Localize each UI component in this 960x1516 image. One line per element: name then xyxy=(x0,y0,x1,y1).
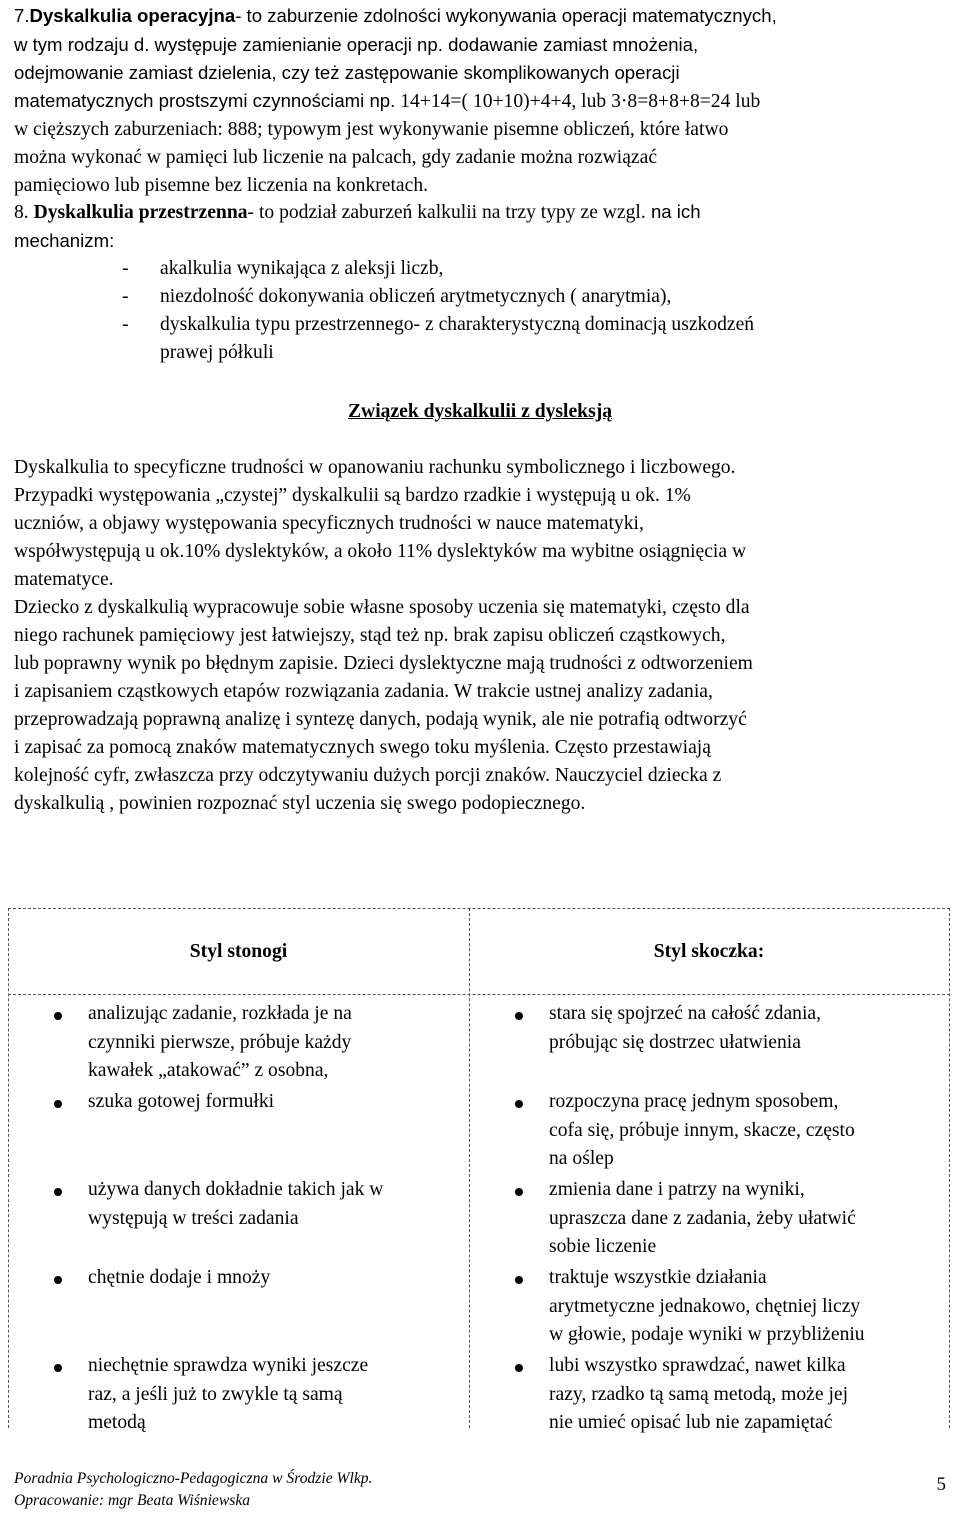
list-item xyxy=(14,283,946,311)
list-item-text: rozpoczyna pracę jednym sposobem, xyxy=(549,1091,839,1112)
body-line: niego rachunek pamięciowy jest łatwiejszy, stąd też np. brak zapisu obliczeń cząstkowych, xyxy=(14,625,726,646)
section-7-line: w tym rodzaju d. występuje zamienianie operacji np. dodawanie zamiast mnożenia, xyxy=(14,34,699,55)
list-item-text: dyskalkulia typu przestrzennego- z charakterystyczną dominacją uszkodzeń xyxy=(160,314,755,335)
list-item-text: kawałek „atakować” z osobna, xyxy=(88,1060,329,1082)
list-item-text: analizując zadanie, rozkłada je na xyxy=(88,1003,352,1024)
list-item-text: cofa się, próbuje innym, skacze, często xyxy=(549,1119,855,1141)
section-8-text: na ich xyxy=(645,201,701,222)
body-line: przeprowadzają poprawną analizę i syntezę danych, podają wynik, ale nie potrafią odtworzyć xyxy=(14,709,747,730)
list-item-text: raz, a jeśli już to zwykle tą samą xyxy=(88,1383,343,1405)
list-item-text: traktuje wszystkie działania xyxy=(549,1267,767,1288)
bullet-icon xyxy=(54,1012,62,1020)
section-7-line: odejmowanie zamiast dzielenia, czy też zastępowanie skomplikowanych operacji xyxy=(14,62,680,83)
list-item xyxy=(88,1352,468,1438)
list-item xyxy=(88,1264,468,1293)
list-item-text: prawej półkuli xyxy=(160,342,274,363)
list-item-text: czynniki pierwsze, próbuje każdy xyxy=(88,1031,352,1053)
bullet-icon xyxy=(515,1276,523,1284)
mechanism-list xyxy=(14,255,946,367)
section-7-line: w cięższych zaburzeniach: 888; typowym jest wykonywanie pisemne obliczeń, które łatwo xyxy=(14,119,729,140)
body-line: Dyskalkulia to specyficzne trudności w opanowaniu rachunku symbolicznego i liczbowego. xyxy=(14,457,736,478)
body-line: i zapisać za pomocą znaków matematycznych swego toku myślenia. Często przestawiają xyxy=(14,737,711,758)
list-item-text: niezdolność dokonywania obliczeń arytmetycznych ( anarytmia), xyxy=(160,286,672,307)
body-line: dyskalkulią , powinien rozpoznać styl uczenia się swego podopiecznego. xyxy=(14,793,586,814)
section-8-line: mechanizm: xyxy=(14,230,115,251)
section-7 xyxy=(14,2,946,200)
section-7-line xyxy=(14,2,946,31)
bullet-icon xyxy=(54,1364,62,1372)
list-item xyxy=(549,1088,949,1174)
column-header-right: Styl skoczka: xyxy=(653,941,765,962)
section-8-number: 8. xyxy=(14,202,29,223)
section-7-line xyxy=(14,87,946,116)
bullet-icon xyxy=(54,1100,62,1108)
page-footer xyxy=(14,1468,372,1512)
dash-marker: - xyxy=(122,314,129,335)
section-8 xyxy=(14,198,946,367)
body-line: kolejność cyfr, zwłaszcza przy odczytywaniu dużych porcji znaków. Nauczyciel dziecka z xyxy=(14,765,722,786)
section-7-line: można wykonać w pamięci lub liczenie na palcach, gdy zadanie można rozwiązać xyxy=(14,147,658,168)
section-7-number: 7. xyxy=(14,5,30,26)
footer-institution: Poradnia Psychologiczno-Pedagogiczna w Środzie Wlkp. xyxy=(14,1470,373,1487)
section-8-line xyxy=(14,198,946,227)
body-line: Dziecko z dyskalkulią wypracowuje sobie własne sposoby uczenia się matematyki, często dla xyxy=(14,597,750,618)
section-7-title: Dyskalkulia operacyjna xyxy=(29,5,236,26)
body-line: lub poprawny wynik po błędnym zapisie. Dzieci dyslektyczne mają trudności z odtworzeniem xyxy=(14,653,753,674)
body-line: uczniów, a objawy występowania specyficznych trudności w nauce matematyki, xyxy=(14,513,644,534)
table-border-left xyxy=(8,908,9,1428)
table-header-divider xyxy=(8,994,950,995)
section-8-title: Dyskalkulia przestrzenna xyxy=(33,202,248,223)
bullet-icon xyxy=(515,1188,523,1196)
table-border-right xyxy=(949,908,950,1428)
table-column-divider xyxy=(469,908,470,1428)
list-item-text: lubi wszystko sprawdzać, nawet kilka xyxy=(549,1355,846,1376)
bullet-icon xyxy=(515,1012,523,1020)
list-item-text: szuka gotowej formułki xyxy=(88,1091,275,1112)
list-item-text: razy, rzadko tą samą metodą, może jej xyxy=(549,1383,849,1405)
bullet-icon xyxy=(54,1276,62,1284)
list-item-text: metodą xyxy=(88,1412,146,1434)
list-item-continuation xyxy=(14,339,946,367)
list-item xyxy=(549,1176,949,1262)
bullet-icon xyxy=(515,1100,523,1108)
list-item-text: w głowie, podaje wyniki w przybliżeniu xyxy=(549,1324,865,1346)
list-item-text: chętnie dodaje i mnoży xyxy=(88,1267,271,1288)
list-item-text: nie umieć opisać lub nie zapamiętać xyxy=(549,1412,833,1434)
list-item-text: arytmetyczne jednakowo, chętniej liczy xyxy=(549,1295,861,1317)
list-item xyxy=(88,1176,468,1233)
dash-marker: - xyxy=(122,286,129,307)
list-item xyxy=(88,1000,468,1086)
list-item-text: zmienia dane i patrzy na wyniki, xyxy=(549,1179,805,1200)
styles-comparison-table xyxy=(8,908,950,1434)
section-7-text: 14+14=( 10+10)+4+4, lub 3·8=8+8+8=24 lub xyxy=(395,91,761,112)
list-item xyxy=(549,1352,949,1438)
dash-marker: - xyxy=(122,258,129,279)
list-item-text: występują w treści zadania xyxy=(88,1207,299,1229)
list-item-text: stara się spojrzeć na całość zdania, xyxy=(549,1003,821,1024)
section-heading: Związek dyskalkulii z dysleksją xyxy=(347,401,613,422)
body-line: i zapisaniem cząstkowych etapów rozwiązania zadania. W trakcie ustnej analizy zadania, xyxy=(14,681,713,702)
table-border-top xyxy=(8,908,950,909)
page-number: 5 xyxy=(936,1474,946,1495)
list-item-text: upraszcza dane z zadania, żeby ułatwić xyxy=(549,1207,856,1229)
list-item-text: próbując się dostrzec ułatwienia xyxy=(549,1031,801,1053)
list-item xyxy=(549,1000,949,1057)
list-item xyxy=(14,255,946,283)
section-8-text: - to podział zaburzeń kalkulii na trzy typy ze wzgl. xyxy=(247,202,646,223)
column-header-left: Styl stonogi xyxy=(189,941,288,962)
list-item-text: na oślep xyxy=(549,1148,614,1170)
section-7-text: - to zaburzenie zdolności wykonywania operacji matematycznych, xyxy=(235,5,777,26)
bullet-icon xyxy=(515,1364,523,1372)
list-item-text: sobie liczenie xyxy=(549,1236,657,1258)
list-item-text: niechętnie sprawdza wyniki jeszcze xyxy=(88,1355,369,1376)
list-item xyxy=(88,1088,468,1117)
bullet-icon xyxy=(54,1188,62,1196)
list-item xyxy=(14,311,946,339)
body-text xyxy=(14,454,946,818)
list-item-text: używa danych dokładnie takich jak w xyxy=(88,1179,384,1200)
section-7-line: pamięciowo lub pisemne bez liczenia na konkretach. xyxy=(14,175,429,196)
body-line: współwystępują u ok.10% dyslektyków, a około 11% dyslektyków ma wybitne osiągnięcia w xyxy=(14,541,747,562)
list-item xyxy=(549,1264,949,1350)
body-line: matematyce. xyxy=(14,569,114,590)
footer-author: Opracowanie: mgr Beata Wiśniewska xyxy=(14,1492,251,1509)
section-7-text: matematycznych prostszymi czynnościami np. xyxy=(14,90,396,111)
list-item-text: akalkulia wynikająca z aleksji liczb, xyxy=(160,258,444,279)
body-line: Przypadki występowania „czystej” dyskalkulii są bardzo rzadkie i występują u ok. 1% xyxy=(14,485,691,506)
